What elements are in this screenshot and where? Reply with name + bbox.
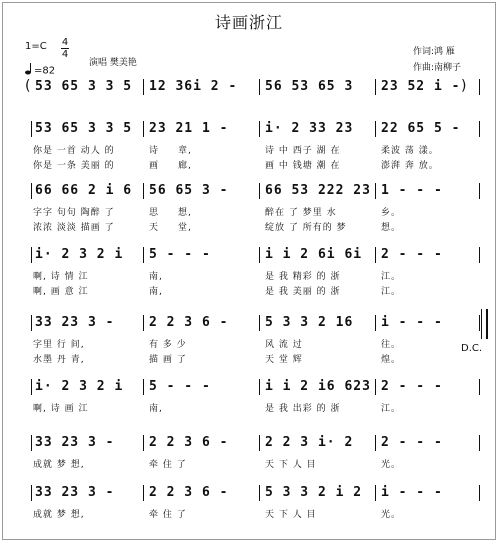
barline	[31, 247, 32, 263]
measure-notes: 53 65 3 3 5	[35, 121, 133, 136]
repeat-barline	[481, 309, 488, 339]
lyric-verse1: 有 多 少	[149, 340, 187, 350]
lyric-verse1: 柔波 荡 漾。	[381, 146, 439, 156]
barline	[479, 379, 480, 395]
measure-notes: 5 3 3 2 16	[265, 315, 354, 330]
lyric-verse1: 风 流 过	[265, 340, 303, 350]
barline	[259, 315, 260, 331]
barline	[479, 183, 480, 199]
credits	[413, 44, 461, 76]
barline	[31, 183, 32, 199]
lyric-verse2: 江。	[381, 287, 402, 297]
lyric-verse2: 画 中 钱塘 潮 在	[265, 161, 341, 171]
measure-notes: 53 65 3 3 5	[35, 79, 133, 94]
barline	[259, 379, 260, 395]
composer-credit: 作曲:南柳子	[413, 63, 462, 73]
measure-notes: 33 23 3 -	[35, 435, 115, 450]
barline	[31, 315, 32, 331]
barline	[259, 79, 260, 95]
meter-bottom: 4	[61, 49, 69, 60]
score-row	[3, 315, 497, 375]
barline	[375, 379, 376, 395]
tempo-value: =82	[34, 65, 56, 77]
measure-notes: 5 - - -	[149, 379, 211, 394]
lyric-verse1: 光。	[381, 460, 402, 470]
barline	[375, 315, 376, 331]
barline	[259, 183, 260, 199]
measure-notes: 66 66 2 i 6	[35, 183, 133, 198]
barline	[375, 79, 376, 95]
barline	[375, 435, 376, 451]
measure-notes: i· 2 3 2 i	[35, 247, 124, 262]
measure-notes: 33 23 3 -	[35, 315, 115, 330]
barline	[375, 485, 376, 501]
barline	[375, 121, 376, 137]
lyric-verse2: 想。	[381, 223, 402, 233]
lyric-verse2: 煌。	[381, 355, 402, 365]
lyric-verse1: 字字 句句 陶醉 了	[33, 208, 115, 218]
lyric-verse1: 啊, 诗 情 江	[33, 272, 89, 282]
meter-top: 4	[61, 37, 69, 48]
barline	[143, 315, 144, 331]
lyric-verse1: 诗 中 西子 湖 在	[265, 146, 341, 156]
score-row	[3, 379, 497, 439]
measure-notes: 56 53 65 3	[265, 79, 354, 94]
measure-notes: 23 21 1 -	[149, 121, 229, 136]
lyric-verse1: 是 我 出彩 的 浙	[265, 404, 341, 414]
measure-notes: 66 53 222 23	[265, 183, 371, 198]
lyric-verse2: 廊,	[178, 161, 192, 171]
time-signature	[61, 37, 69, 60]
measure-notes: 2 2 3 i· 2	[265, 435, 354, 450]
barline	[143, 79, 144, 95]
measure-notes: i· 2 33 23	[265, 121, 354, 136]
barline	[143, 379, 144, 395]
lyric-verse1: 诗	[149, 146, 160, 156]
lyric-verse2: 堂,	[178, 223, 192, 233]
lyric-verse1: 天 下 人 目	[265, 460, 317, 470]
barline	[143, 247, 144, 263]
lyric-verse1: 江。	[381, 272, 402, 282]
measure-notes: i· 2 3 2 i	[35, 379, 124, 394]
measure-notes: 2 - - -	[381, 247, 443, 262]
score-row	[3, 183, 497, 243]
measure-notes: i - - -	[381, 485, 443, 500]
lyric-verse1: 南,	[149, 404, 163, 414]
measure-notes: 23 52 i -	[381, 79, 461, 94]
lyric-verse2: 水墨 丹 青,	[33, 355, 85, 365]
barline	[31, 485, 32, 501]
lyric-verse2: 天	[149, 223, 160, 233]
barline	[143, 485, 144, 501]
lyric-verse1: 牵 住 了	[149, 510, 187, 520]
paren-close: )	[461, 78, 467, 94]
dc-marking: D.C.	[461, 343, 483, 354]
measure-notes: 5 3 3 2 i 2	[265, 485, 363, 500]
barline	[259, 121, 260, 137]
barline	[479, 485, 480, 501]
barline	[479, 79, 480, 95]
measure-notes: 2 - - -	[381, 379, 443, 394]
measure-notes: 33 23 3 -	[35, 485, 115, 500]
measure-notes: 12 36i 2 -	[149, 79, 238, 94]
lyric-verse1: 章,	[178, 146, 192, 156]
barline	[143, 435, 144, 451]
measure-notes: 22 65 5 -	[381, 121, 461, 136]
barline	[143, 121, 144, 137]
lyric-verse2: 你是 一条 美丽 的	[33, 161, 115, 171]
lyric-verse2: 南,	[149, 287, 163, 297]
measure-notes: 5 - - -	[149, 247, 211, 262]
measure-notes: 56 65 3 -	[149, 183, 229, 198]
quarter-note-icon	[25, 63, 32, 78]
barline	[375, 183, 376, 199]
lyric-verse1: 乡。	[381, 208, 402, 218]
score-page	[2, 2, 496, 540]
barline	[375, 247, 376, 263]
barline	[479, 315, 480, 331]
lyric-verse1: 往。	[381, 340, 402, 350]
score-row	[3, 485, 497, 545]
lyric-verse2: 画	[149, 161, 160, 171]
lyric-verse2: 绽放 了 所有的 梦	[265, 223, 347, 233]
song-title: 诗画浙江	[214, 13, 283, 32]
key-signature: 1=C	[25, 41, 47, 52]
measure-notes: 2 2 3 6 -	[149, 315, 229, 330]
measure-notes: 2 2 3 6 -	[149, 435, 229, 450]
lyric-verse1: 牵 住 了	[149, 460, 187, 470]
lyric-verse1: 字里 行 间,	[33, 340, 85, 350]
lyric-verse1: 想,	[178, 208, 192, 218]
barline	[479, 121, 480, 137]
barline	[259, 485, 260, 501]
tempo-marking	[25, 63, 55, 78]
lyric-verse1: 天 下 人 目	[265, 510, 317, 520]
lyric-verse1: 你是 一首 动人 的	[33, 146, 115, 156]
score-row	[3, 121, 497, 181]
measure-notes: i i 2 6i 6i	[265, 247, 363, 262]
lyric-verse2: 澎湃 奔 放。	[381, 161, 439, 171]
barline	[259, 247, 260, 263]
measure-notes: 2 - - -	[381, 435, 443, 450]
measure-notes: 2 2 3 6 -	[149, 485, 229, 500]
barline	[31, 435, 32, 451]
barline	[143, 183, 144, 199]
barline	[479, 435, 480, 451]
lyric-verse2: 描 画 了	[149, 355, 187, 365]
barline	[259, 435, 260, 451]
paren-open: (	[25, 78, 31, 94]
lyric-verse1: 江。	[381, 404, 402, 414]
measure-notes: i i 2 i6 623	[265, 379, 371, 394]
barline	[31, 121, 32, 137]
lyric-verse1: 思	[149, 208, 160, 218]
lyric-verse1: 南,	[149, 272, 163, 282]
barline	[31, 379, 32, 395]
lyric-verse1: 啊, 诗 画 江	[33, 404, 89, 414]
lyric-verse1: 醉在 了 梦里 水	[265, 208, 337, 218]
barline	[479, 247, 480, 263]
lyric-verse1: 是 我 精彩 的 浙	[265, 272, 341, 282]
lyric-verse1: 成就 梦 想,	[33, 460, 85, 470]
lyric-verse2: 啊, 画 意 江	[33, 287, 89, 297]
measure-notes: 1 - - -	[381, 183, 443, 198]
score-row	[3, 247, 497, 307]
measure-notes: i - - -	[381, 315, 443, 330]
lyric-verse2: 浓浓 淡淡 描画 了	[33, 223, 115, 233]
lyric-verse2: 天 堂 辉	[265, 355, 303, 365]
lyricist-credit: 作词:鸿 雁	[413, 47, 455, 57]
lyric-verse1: 光。	[381, 510, 402, 520]
singer-credit: 演唱 樊美艳	[89, 58, 137, 68]
lyric-verse2: 是 我 美丽 的 浙	[265, 287, 341, 297]
lyric-verse1: 成就 梦 想,	[33, 510, 85, 520]
